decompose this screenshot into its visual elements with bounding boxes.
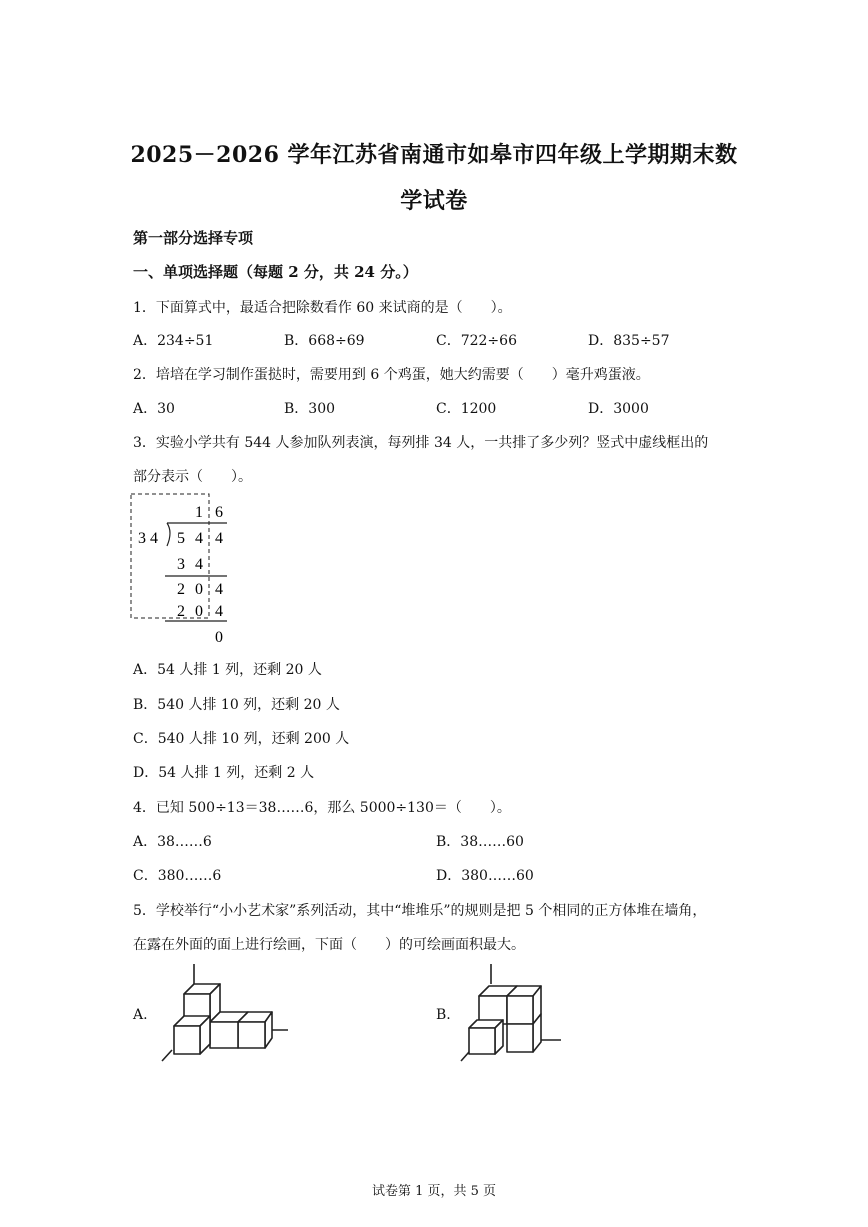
cube-stack-figure-b xyxy=(455,962,570,1067)
question-5-option-a-label: A. xyxy=(133,1007,148,1023)
question-2-stem: 2．培培在学习制作蛋挞时，需要用到 6 个鸡蛋，她大约需要（ ）毫升鸡蛋液。 xyxy=(133,367,650,383)
remainder: 0 xyxy=(215,629,223,646)
question-5-stem-line1: 5．学校举行“小小艺术家”系列活动，其中“堆堆乐”的规则是把 5 个相同的正方体堆在墙角， xyxy=(133,903,707,919)
question-3-stem-line2: 部分表示（ ）。 xyxy=(133,469,252,485)
question-4-option-d: D．380……60 xyxy=(436,868,534,884)
dividend-digit: 5 xyxy=(177,530,185,547)
question-4-option-c: C．380……6 xyxy=(133,868,222,884)
exam-title-line1: 2025－2026 学年江苏省南通市如皋市四年级上学期期末数 xyxy=(130,142,738,168)
question-2-option-c: C．1200 xyxy=(436,401,497,417)
question-3-option-d: D．54 人排 1 列，还剩 2 人 xyxy=(133,765,315,781)
difference-digit: 0 xyxy=(195,581,203,598)
product-digit: 0 xyxy=(195,603,203,620)
long-division-figure xyxy=(125,490,245,650)
question-5-option-b-label: B. xyxy=(436,1007,451,1023)
question-4-stem: 4．已知 500÷13＝38……6，那么 5000÷130＝（ ）。 xyxy=(133,800,511,816)
question-2-option-d: D．3000 xyxy=(588,401,649,417)
product-digit: 4 xyxy=(215,603,223,620)
quotient-digit: 6 xyxy=(215,504,223,521)
question-1-option-c: C．722÷66 xyxy=(436,333,517,349)
section-heading: 一、单项选择题（每题 2 分，共 24 分。） xyxy=(133,263,418,281)
product-digit: 4 xyxy=(195,556,203,573)
dividend-digit: 4 xyxy=(195,530,203,547)
dividend-digit: 4 xyxy=(215,530,223,547)
question-3-option-c: C．540 人排 10 列，还剩 200 人 xyxy=(133,731,350,747)
question-2-option-a: A．30 xyxy=(133,401,175,417)
question-1-option-a: A．234÷51 xyxy=(133,333,214,349)
question-4-option-b: B．38……60 xyxy=(436,834,524,850)
difference-digit: 2 xyxy=(177,581,185,598)
question-5-stem-line2: 在露在外面的面上进行绘画，下面（ ）的可绘画面积最大。 xyxy=(133,937,525,953)
question-4-option-a: A．38……6 xyxy=(133,834,212,850)
question-1-option-b: B．668÷69 xyxy=(284,333,365,349)
question-3-option-a: A．54 人排 1 列，还剩 20 人 xyxy=(133,662,322,678)
question-3-option-b: B．540 人排 10 列，还剩 20 人 xyxy=(133,697,340,713)
question-3-stem-line1: 3．实验小学共有 544 人参加队列表演，每列排 34 人，一共排了多少列？竖式中虚线框出的 xyxy=(133,435,709,451)
divisor: 3 4 xyxy=(138,530,158,547)
product-digit: 3 xyxy=(177,556,185,573)
quotient-digit: 1 xyxy=(195,504,203,521)
cube-stack-figure-a xyxy=(150,962,295,1067)
exam-title-line2: 学试卷 xyxy=(400,188,468,214)
difference-digit: 4 xyxy=(215,581,223,598)
question-1-stem: 1．下面算式中，最适合把除数看作 60 来试商的是（ ）。 xyxy=(133,300,512,316)
question-1-option-d: D．835÷57 xyxy=(588,333,670,349)
product-digit: 2 xyxy=(177,603,185,620)
page-footer: 试卷第 1 页，共 5 页 xyxy=(371,1184,497,1199)
question-2-option-b: B．300 xyxy=(284,401,336,417)
part-heading: 第一部分选择专项 xyxy=(133,229,254,247)
division-bracket xyxy=(167,523,170,546)
